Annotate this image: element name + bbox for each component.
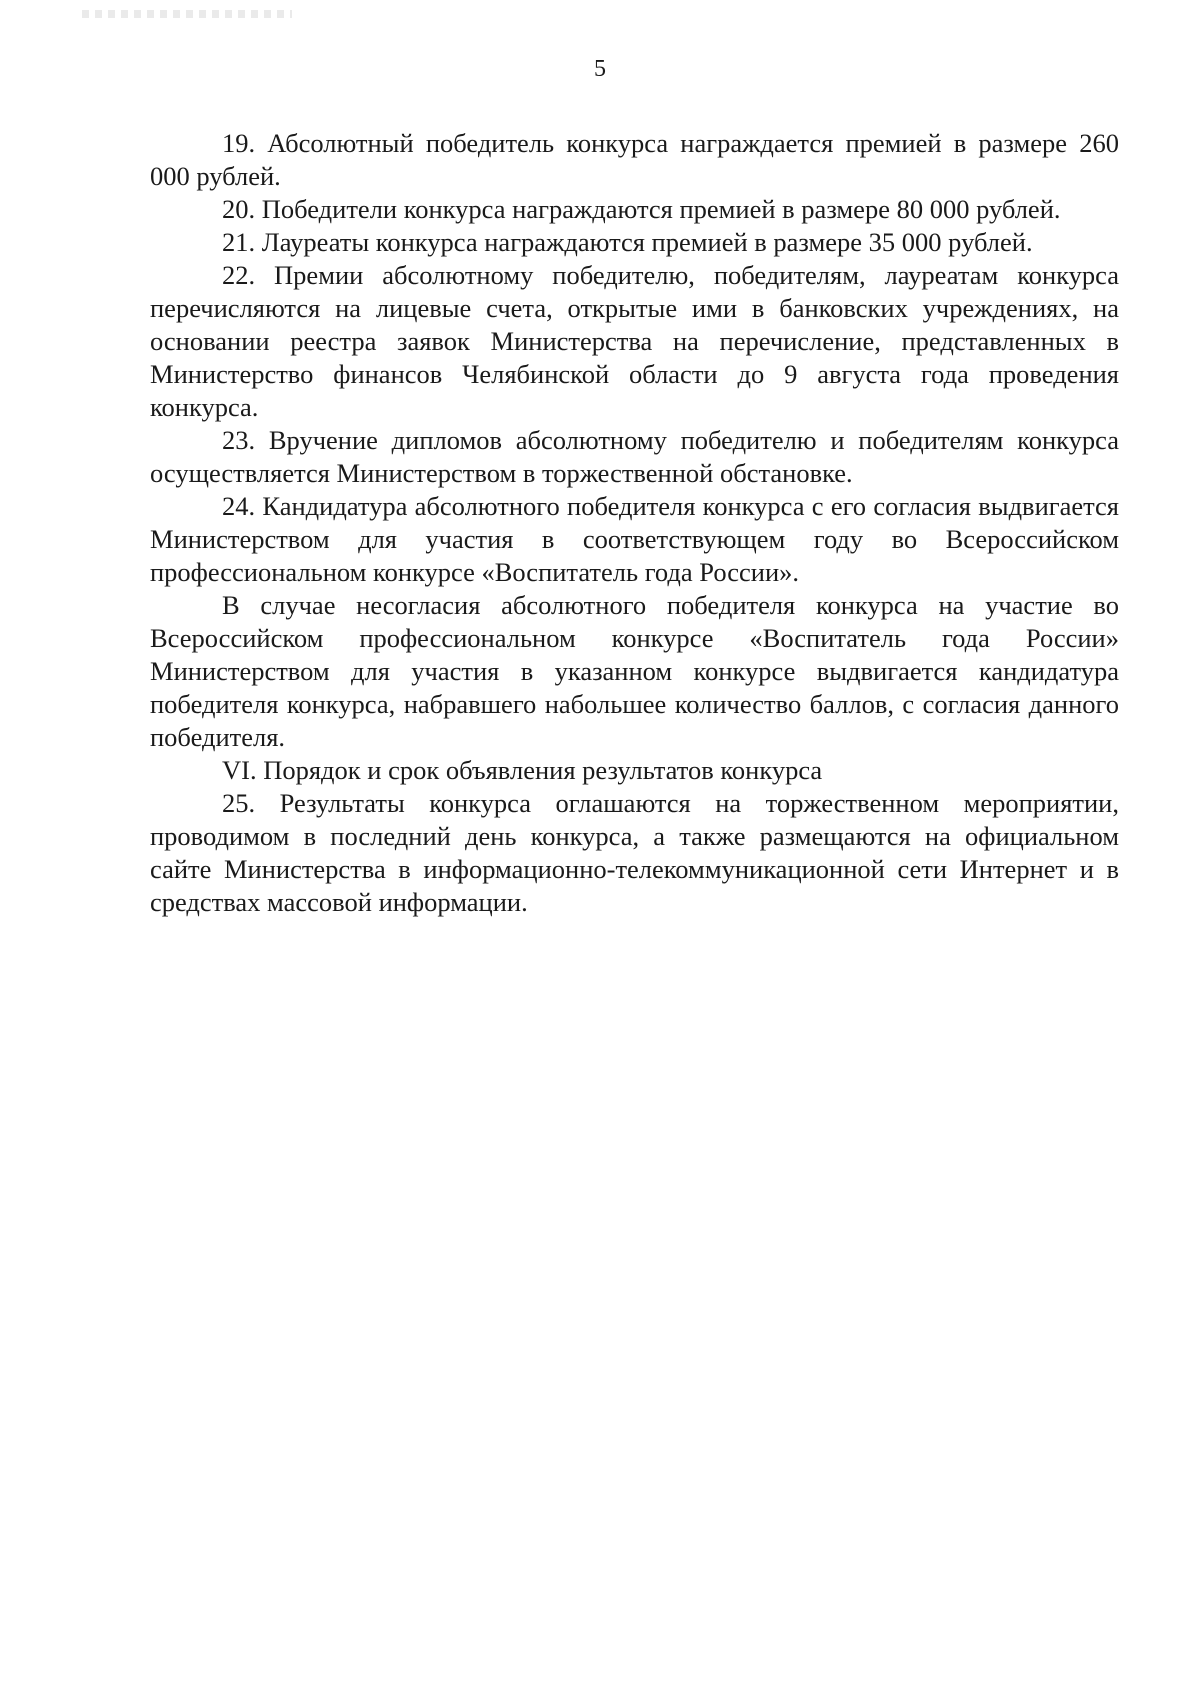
paragraph-24: 24. Кандидатура абсолютного победителя конкурса с его согласия выдвигается Министерством для участия в соответствующем году во Всероссийском профессиональном конкурсе «Воспитатель года России». (150, 491, 1119, 587)
paragraph-25: 25. Результаты конкурса оглашаются на торжественном мероприятии, проводимом в последний день конкурса, а также размещаются на официальном сайте Министерства в информационно-телекоммуникационной сети Интернет и в средствах массовой информации. (150, 788, 1119, 917)
document-body (150, 127, 1119, 919)
page-number: 5 (594, 56, 606, 82)
paragraph-19: 19. Абсолютный победитель конкурса награждается премией в размере 260 000 рублей. (150, 128, 1119, 191)
section-heading: VI. Порядок и срок объявления результатов конкурса (222, 755, 823, 785)
paragraph-20: 20. Победители конкурса награждаются премией в размере 80 000 рублей. (222, 194, 1061, 224)
paragraph-23: 23. Вручение дипломов абсолютному победителю и победителям конкурса осуществляется Министерством в торжественной обстановке. (150, 425, 1119, 488)
paragraph-21: 21. Лауреаты конкурса награждаются премией в размере 35 000 рублей. (222, 227, 1033, 257)
paragraph-24-continued: В случае несогласия абсолютного победителя конкурса на участие во Всероссийском профессиональном конкурсе «Воспитатель года России» Министерством для участия в указанном конкурсе выдвигается кандидатура победителя конкурса, набравшего набольшее количество баллов, с согласия данного победителя. (150, 590, 1119, 752)
scan-artifact (82, 10, 292, 18)
paragraph-22: 22. Премии абсолютному победителю, победителям, лауреатам конкурса перечисляются на лицевые счета, открытые ими в банковских учреждениях, на основании реестра заявок Министерства на перечисление, представленных в Министерство финансов Челябинской области до 9 августа года проведения конкурса. (150, 260, 1119, 422)
